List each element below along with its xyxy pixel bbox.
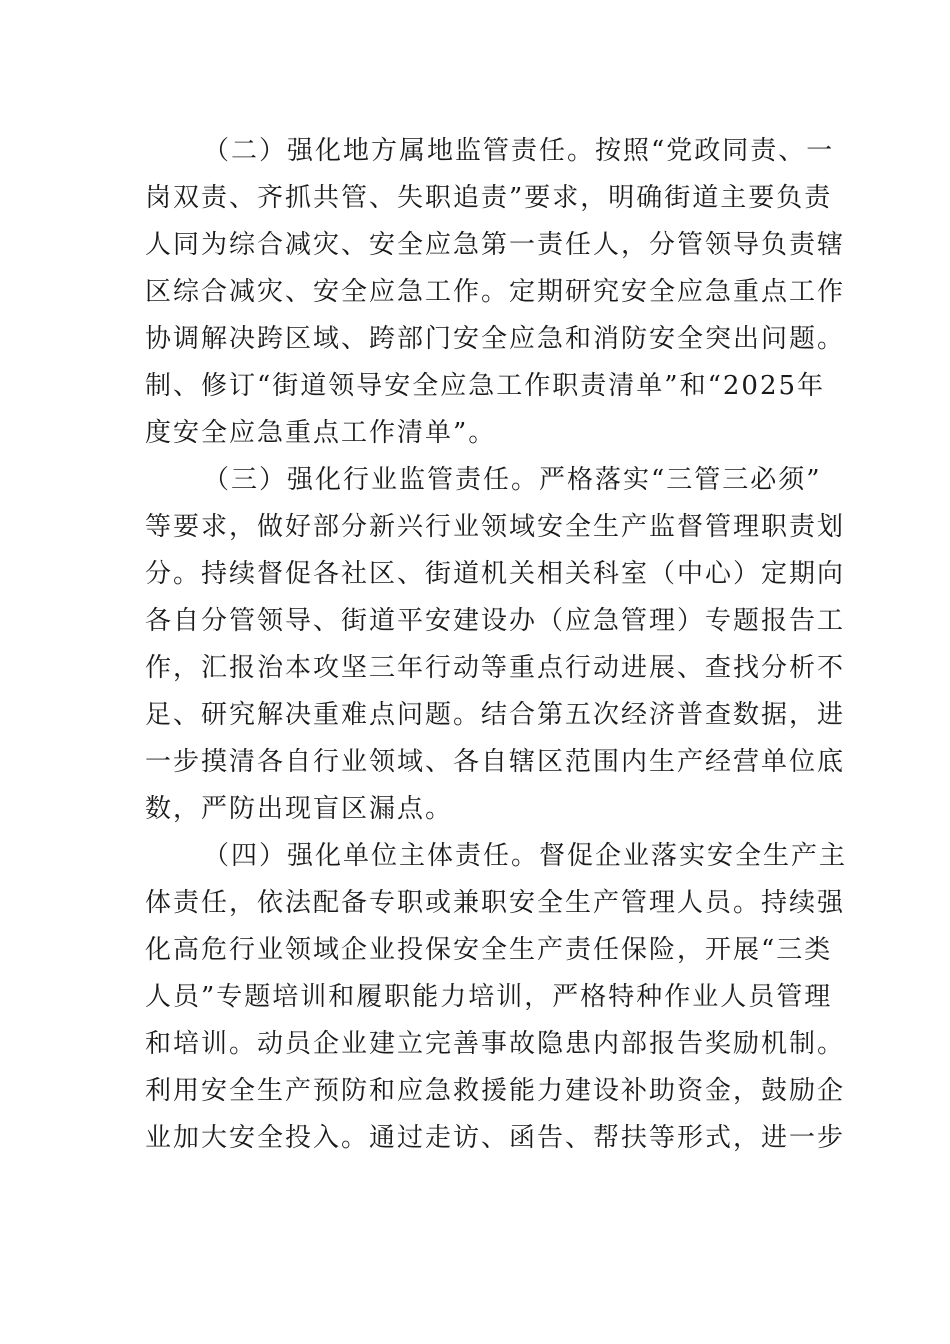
text-line: 化高危行业领域企业投保安全生产责任保险，开展“三类 (145, 935, 833, 965)
paragraph-2-heading-line: （二）强化地方属地监管责任。按照“党政同责、一 (203, 136, 835, 166)
text-line: 数，严防出现盲区漏点。 (145, 794, 454, 824)
text-line: 区综合减灾、安全应急工作。定期研究安全应急重点工作 (145, 277, 846, 307)
text-line: 制、修订“街道领导安全应急工作职责清单”和“2025年 (145, 371, 826, 401)
text-line: 人员”专题培训和履职能力培训，严格特种作业人员管理 (145, 982, 833, 1012)
text-line: 作，汇报治本攻坚三年行动等重点行动进展、查找分析不 (145, 653, 846, 683)
paragraph-3-heading-line: （三）强化行业监管责任。严格落实“三管三必须” (203, 465, 822, 495)
text-line: 等要求，做好部分新兴行业领域安全生产监督管理职责划 (145, 512, 846, 542)
text-line: 人同为综合减灾、安全应急第一责任人，分管领导负责辖 (145, 230, 846, 260)
text-line: 和培训。动员企业建立完善事故隐患内部报告奖励机制。 (145, 1029, 846, 1059)
text-line: 协调解决跨区域、跨部门安全应急和消防安全突出问题。 (145, 324, 846, 354)
text-line: 度安全应急重点工作清单”。 (145, 418, 497, 448)
paragraph-4-heading-line: （四）强化单位主体责任。督促企业落实安全生产主 (203, 841, 848, 871)
text-line: 各自分管领导、街道平安建设办（应急管理）专题报告工 (145, 606, 846, 636)
text-line: 一步摸清各自行业领域、各自辖区范围内生产经营单位底 (145, 747, 846, 777)
text-line: 足、研究解决重难点问题。结合第五次经济普查数据，进 (145, 700, 846, 730)
text-line: 分。持续督促各社区、街道机关相关科室（中心）定期向 (145, 559, 846, 589)
text-line: 业加大安全投入。通过走访、函告、帮扶等形式，进一步 (145, 1123, 846, 1153)
text-line: 体责任，依法配备专职或兼职安全生产管理人员。持续强 (145, 888, 846, 918)
text-line: 利用安全生产预防和应急救援能力建设补助资金，鼓励企 (145, 1076, 846, 1106)
document-body (145, 128, 848, 1162)
text-line: 岗双责、齐抓共管、失职追责”要求，明确街道主要负责 (145, 183, 833, 213)
